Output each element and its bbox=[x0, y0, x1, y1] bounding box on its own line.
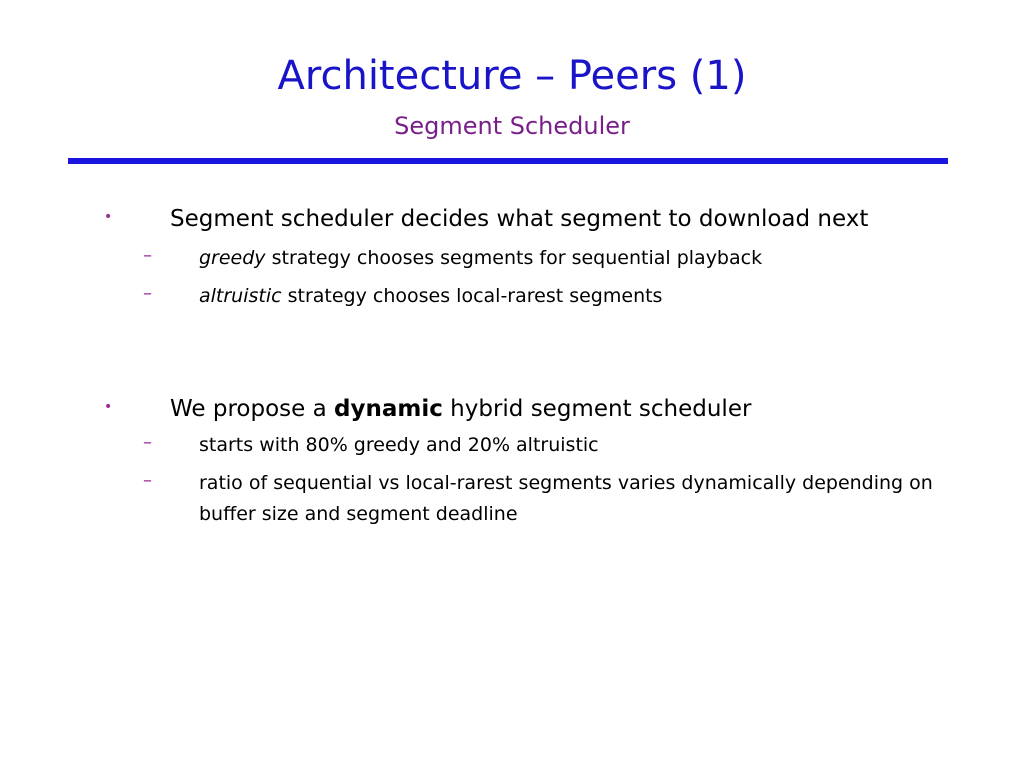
sub-bullet-marker: – bbox=[143, 283, 152, 304]
bullet-marker: • bbox=[104, 209, 113, 225]
sub-point-ratio-start: starts with 80% greedy and 20% altruistic bbox=[199, 434, 599, 456]
sub-bullet-marker: – bbox=[143, 470, 152, 491]
sub-point-greedy bbox=[199, 243, 762, 274]
bullet-point-1: Segment scheduler decides what segment to download next bbox=[170, 206, 869, 232]
slide-subtitle: Segment Scheduler bbox=[394, 112, 630, 140]
emphasis-dynamic: dynamic bbox=[334, 396, 443, 422]
emphasis-greedy: greedy bbox=[199, 247, 266, 269]
bullet-point-2-post: hybrid segment scheduler bbox=[442, 396, 752, 422]
sub-bullet-marker: – bbox=[143, 432, 152, 453]
sub-point-altruistic-text: strategy chooses local-rarest segments bbox=[281, 285, 663, 307]
emphasis-altruistic: altruistic bbox=[199, 285, 282, 307]
sub-bullet-marker: – bbox=[143, 245, 152, 266]
bullet-point-2 bbox=[170, 394, 751, 424]
sub-point-ratio-dynamic: ratio of sequential vs local-rarest segments varies dynamically depending on buffer size and segment deadline bbox=[199, 472, 933, 525]
bullet-marker: • bbox=[104, 399, 113, 415]
bullet-point-2-pre: We propose a bbox=[170, 396, 334, 422]
slide-title: Architecture – Peers (1) bbox=[277, 53, 747, 99]
title-divider bbox=[68, 158, 948, 164]
sub-point-greedy-text: strategy chooses segments for sequential playback bbox=[265, 247, 763, 269]
sub-point-altruistic bbox=[199, 281, 662, 312]
